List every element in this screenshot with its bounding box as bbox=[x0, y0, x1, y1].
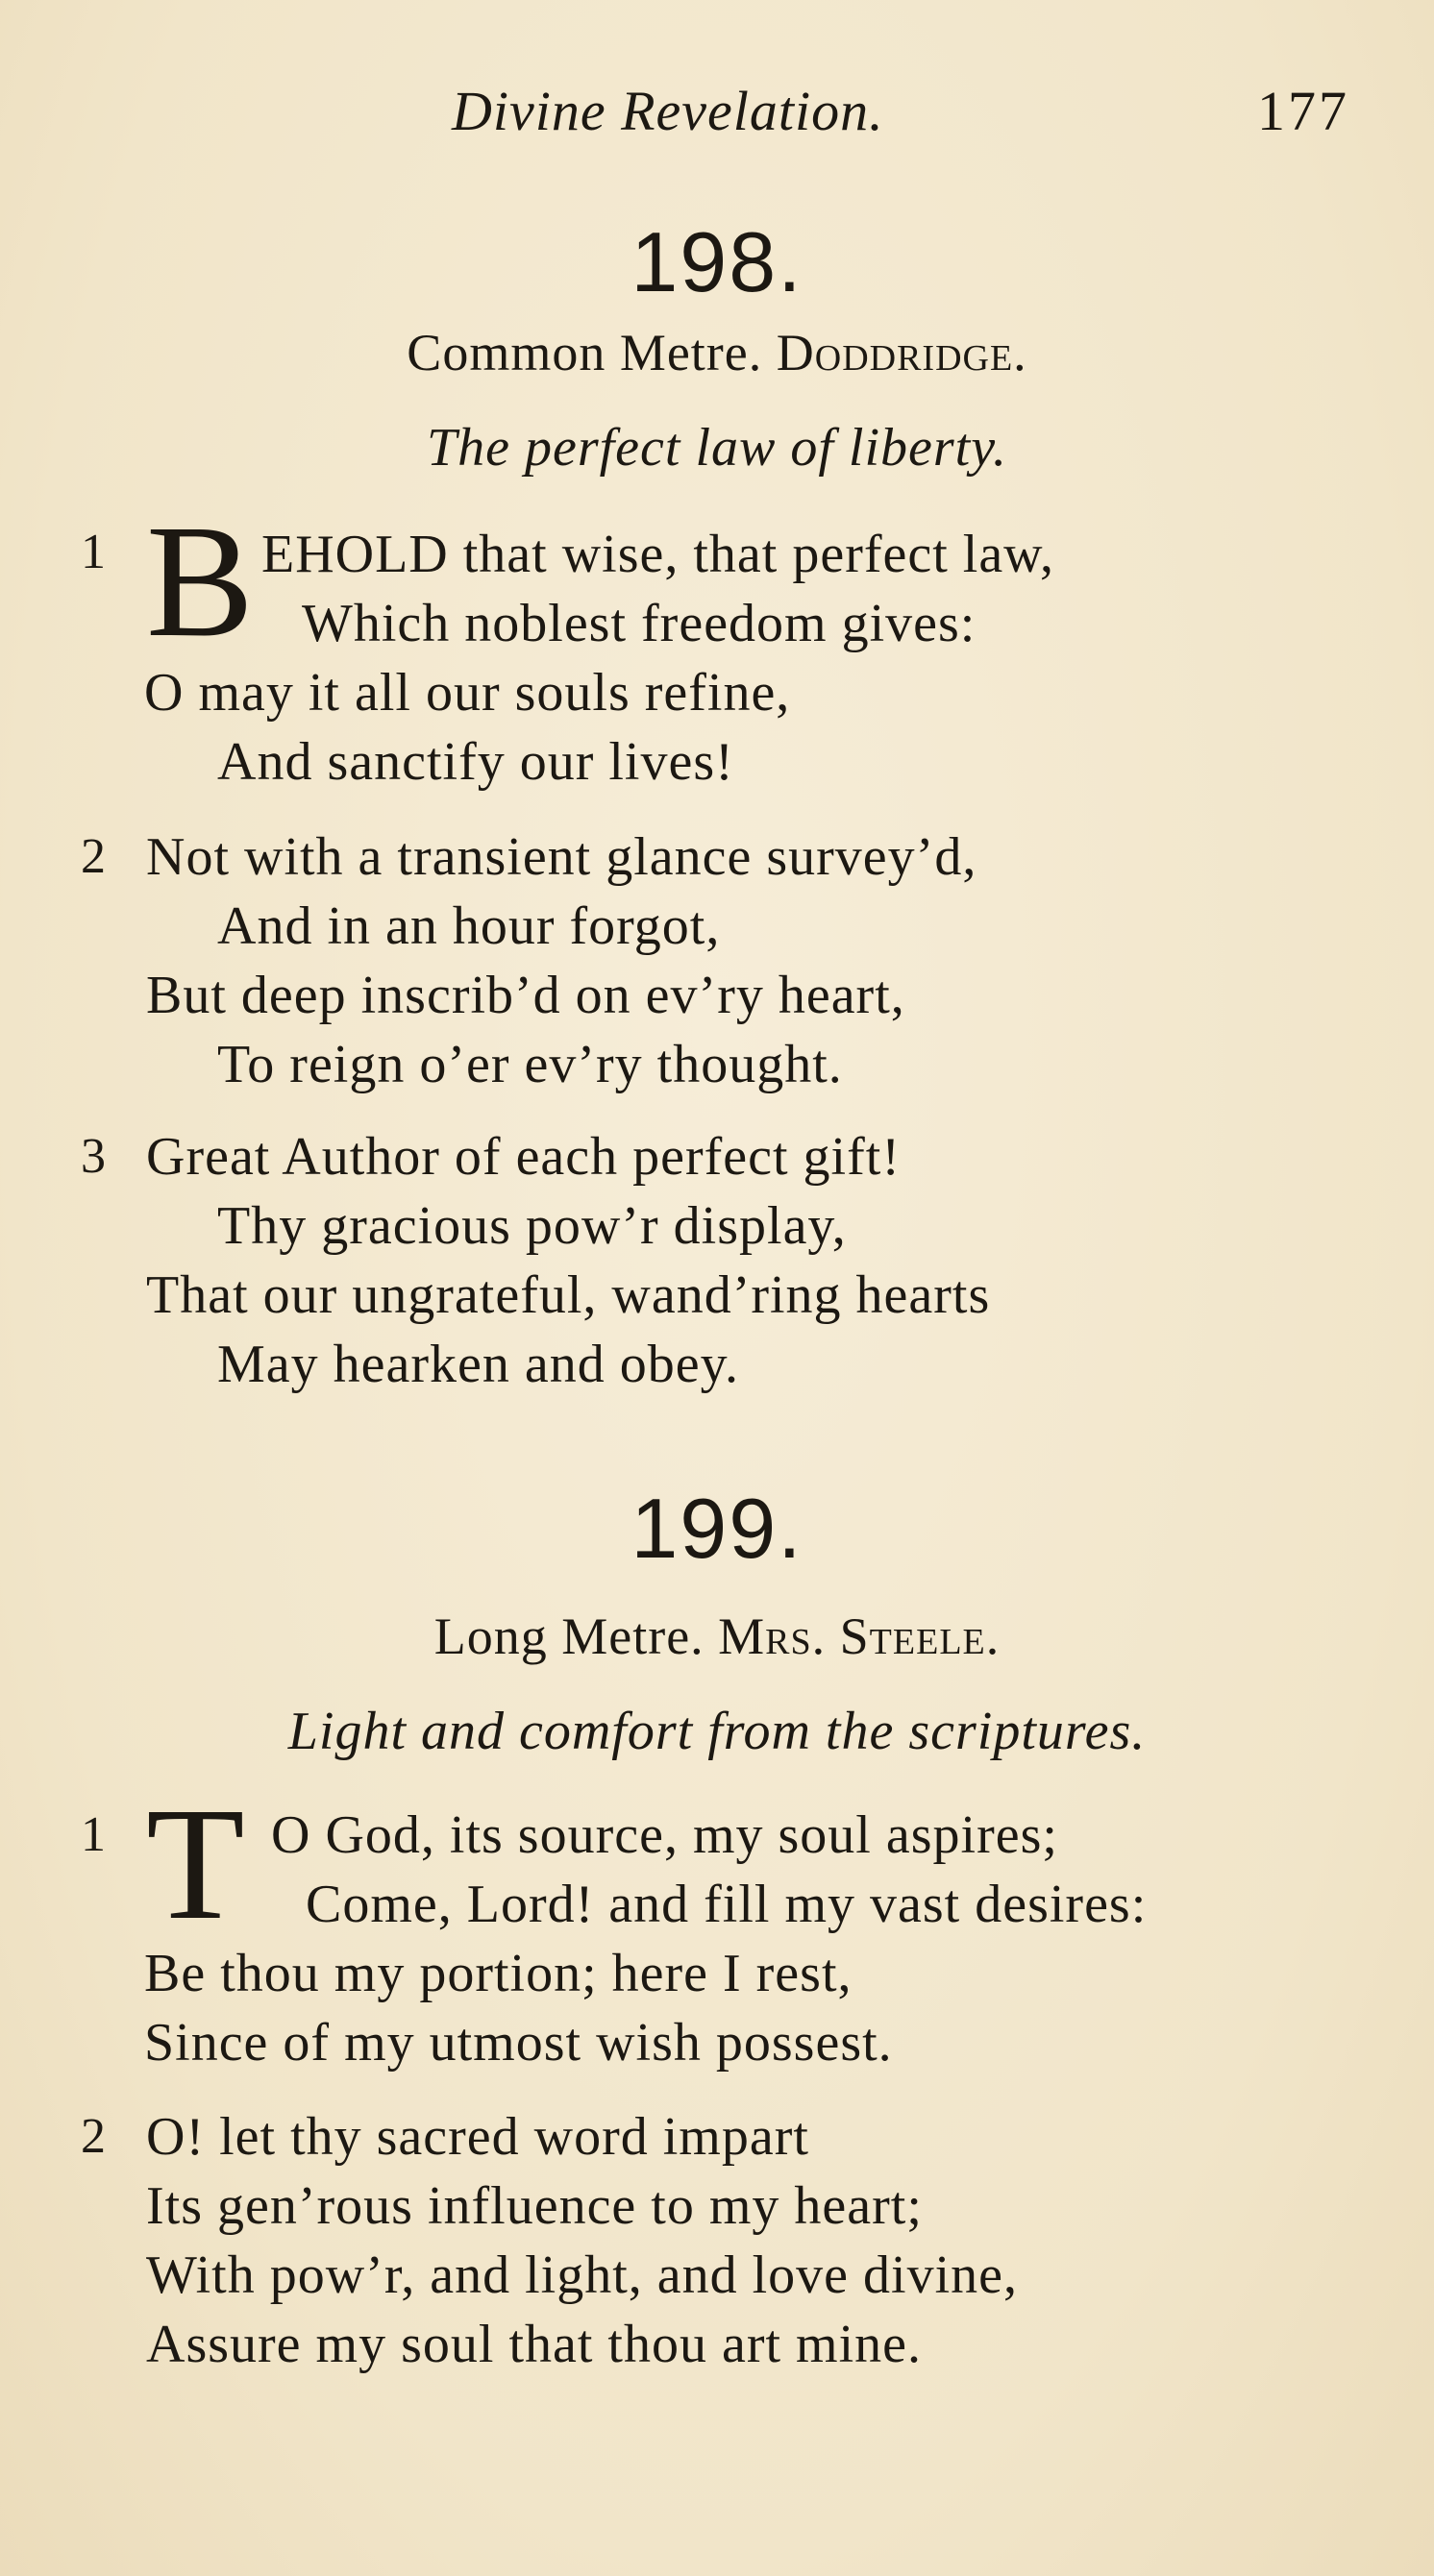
verse-line: Great Author of each perfect gift! bbox=[146, 1127, 901, 1187]
running-title: Divine Revelation. bbox=[452, 80, 884, 142]
drop-capital: T bbox=[146, 1775, 245, 1953]
verse-line: O! let thy sacred word impart bbox=[146, 2107, 809, 2167]
verse-line: O may it all our souls refine, bbox=[144, 663, 791, 723]
verse-line: With pow’r, and light, and love divine, bbox=[146, 2245, 1018, 2305]
verse-line: Be thou my portion; here I rest, bbox=[144, 1944, 853, 2003]
verse-line: That our ungrateful, wand’ring hearts bbox=[146, 1265, 991, 1325]
verse-line: May hearken and obey. bbox=[217, 1335, 739, 1394]
verse-line: And in an hour forgot, bbox=[217, 896, 721, 956]
hymn-subject: Light and comfort from the scriptures. bbox=[287, 1702, 1147, 1761]
verse-line: But deep inscrib’d on ev’ry heart, bbox=[146, 966, 905, 1025]
page-number: 177 bbox=[1257, 80, 1349, 142]
hymn-number: 199. bbox=[630, 1481, 804, 1576]
author-name: Doddridge. bbox=[776, 324, 1027, 381]
verse-number: 1 bbox=[81, 525, 106, 579]
hymn-subject: The perfect law of liberty. bbox=[426, 418, 1008, 478]
verse-line: Assure my soul that thou art mine. bbox=[146, 2315, 923, 2374]
verse-number: 1 bbox=[81, 1807, 106, 1862]
hymn-number: 198. bbox=[630, 214, 804, 309]
verse-line: Its gen’rous influence to my heart; bbox=[146, 2176, 923, 2236]
hymn-metre-line bbox=[0, 1607, 1434, 1666]
verse-line: EHOLD that wise, that perfect law, bbox=[261, 525, 1054, 584]
verse-line: Come, Lord! and fill my vast desires: bbox=[306, 1875, 1148, 1934]
verse-number: 2 bbox=[81, 829, 106, 884]
verse-line: Not with a transient glance survey’d, bbox=[146, 827, 977, 887]
verse-line: Which noblest freedom gives: bbox=[302, 594, 977, 653]
verse-line: O God, its source, my soul aspires; bbox=[271, 1805, 1058, 1865]
verse-number: 3 bbox=[81, 1129, 106, 1184]
verse-line: Thy gracious pow’r display, bbox=[217, 1196, 847, 1256]
verse-number: 2 bbox=[81, 2109, 106, 2164]
metre-label: Common Metre. bbox=[407, 324, 763, 381]
verse-line: And sanctify our lives! bbox=[217, 732, 734, 792]
metre-label: Long Metre. bbox=[433, 1607, 705, 1665]
hymn-metre-line bbox=[0, 323, 1434, 382]
author-name: Mrs. Steele. bbox=[718, 1607, 1001, 1665]
drop-capital: B bbox=[146, 492, 255, 671]
verse-line: To reign o’er ev’ry thought. bbox=[217, 1035, 843, 1094]
verse-line: Since of my utmost wish possest. bbox=[144, 2013, 893, 2073]
